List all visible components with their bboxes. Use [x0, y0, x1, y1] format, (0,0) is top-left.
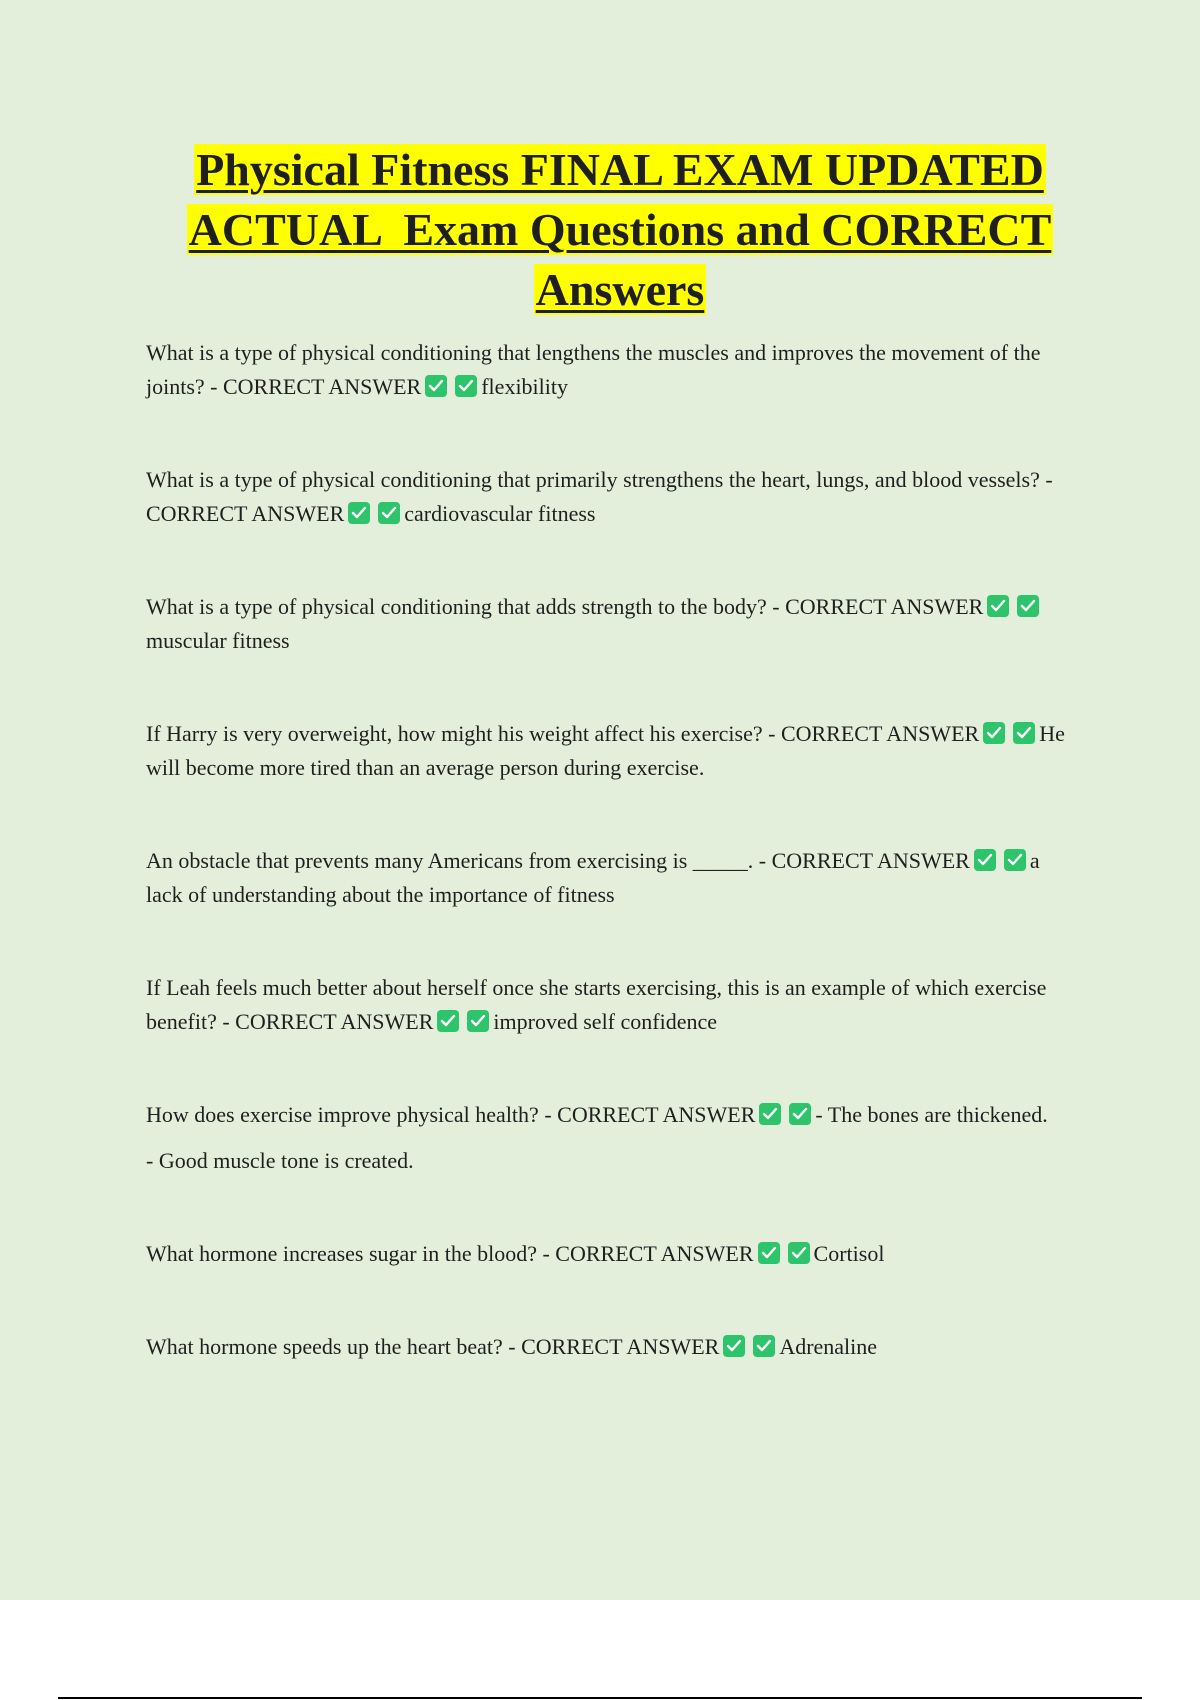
qa-item [146, 590, 1076, 658]
check-box-icon [378, 502, 400, 524]
footer-rule [58, 1697, 1142, 1699]
question-text: How does exercise improve physical health? [146, 1102, 539, 1127]
answer-text: cardiovascular fitness [404, 501, 596, 526]
qa-list [146, 336, 1076, 1423]
check-box-icon [789, 1103, 811, 1125]
check-box-icon [974, 849, 996, 871]
qa-item [146, 336, 1076, 404]
check-box-icon [753, 1335, 775, 1357]
check-box-icon [983, 722, 1005, 744]
qa-text [146, 971, 1076, 1039]
answer-text: improved self confidence [493, 1009, 717, 1034]
question-text: What is a type of physical conditioning that primarily strengthens the heart, lungs, and blood vessels? [146, 467, 1040, 492]
check-box-icon [788, 1242, 810, 1264]
correct-answer-label: - CORRECT ANSWER [768, 721, 980, 746]
question-text: An obstacle that prevents many Americans from exercising is _____. [146, 848, 754, 873]
correct-answer-label: - CORRECT ANSWER [772, 594, 984, 619]
check-box-icon [759, 1103, 781, 1125]
qa-text [146, 1237, 1076, 1271]
qa-item [146, 1237, 1076, 1271]
check-box-icon [723, 1335, 745, 1357]
question-text: If Harry is very overweight, how might his weight affect his exercise? [146, 721, 763, 746]
check-box-icon [1013, 722, 1035, 744]
correct-answer-label: - CORRECT ANSWER [222, 1009, 434, 1034]
qa-item [146, 717, 1076, 785]
check-box-icon [1017, 595, 1039, 617]
answer-text: flexibility [481, 374, 568, 399]
correct-answer-label: - CORRECT ANSWER [758, 848, 970, 873]
qa-text [146, 336, 1076, 404]
check-box-icon [467, 1010, 489, 1032]
answer-text: Adrenaline [779, 1334, 878, 1359]
check-box-icon [437, 1010, 459, 1032]
qa-text [146, 844, 1076, 912]
question-text: What is a type of physical conditioning that adds strength to the body? [146, 594, 767, 619]
title-line-1: Physical Fitness FINAL EXAM UPDATED [196, 144, 1044, 195]
answer-extra-text: - Good muscle tone is created. [146, 1148, 414, 1173]
qa-text [146, 1098, 1076, 1132]
check-box-icon [348, 502, 370, 524]
answer-text: muscular fitness [146, 628, 290, 653]
qa-item [146, 463, 1076, 531]
correct-answer-label: - CORRECT ANSWER [508, 1334, 720, 1359]
title-line-2: ACTUAL Exam Questions and CORRECT [188, 204, 1052, 255]
correct-answer-label: - CORRECT ANSWER [210, 374, 422, 399]
title-line-3: Answers [535, 264, 705, 315]
question-text: What is a type of physical conditioning that lengthens the muscles and improves the movement of the joints? [146, 340, 1041, 399]
qa-item [146, 971, 1076, 1039]
qa-text [146, 717, 1076, 785]
correct-answer-label: - CORRECT ANSWER [146, 467, 1053, 526]
qa-text [146, 463, 1076, 531]
qa-item [146, 844, 1076, 912]
qa-item [146, 1330, 1076, 1364]
check-box-icon [1004, 849, 1026, 871]
check-box-icon [758, 1242, 780, 1264]
qa-text [146, 590, 1076, 658]
check-box-icon [425, 375, 447, 397]
document-title [130, 140, 1110, 320]
answer-text: - The bones are thickened. [815, 1102, 1048, 1127]
answer-text: a lack of understanding about the importance of fitness [146, 848, 1040, 907]
correct-answer-label: - CORRECT ANSWER [542, 1241, 754, 1266]
correct-answer-label: - CORRECT ANSWER [544, 1102, 756, 1127]
answer-text: He will become more tired than an average person during exercise. [146, 721, 1065, 780]
qa-text [146, 1330, 1076, 1364]
check-box-icon [455, 375, 477, 397]
qa-item [146, 1098, 1076, 1178]
question-text: What hormone speeds up the heart beat? [146, 1334, 503, 1359]
question-text: What hormone increases sugar in the blood? [146, 1241, 537, 1266]
question-text: If Leah feels much better about herself once she starts exercising, this is an example of which exercise benefit? [146, 975, 1047, 1034]
answer-text: Cortisol [813, 1241, 885, 1266]
check-box-icon [987, 595, 1009, 617]
